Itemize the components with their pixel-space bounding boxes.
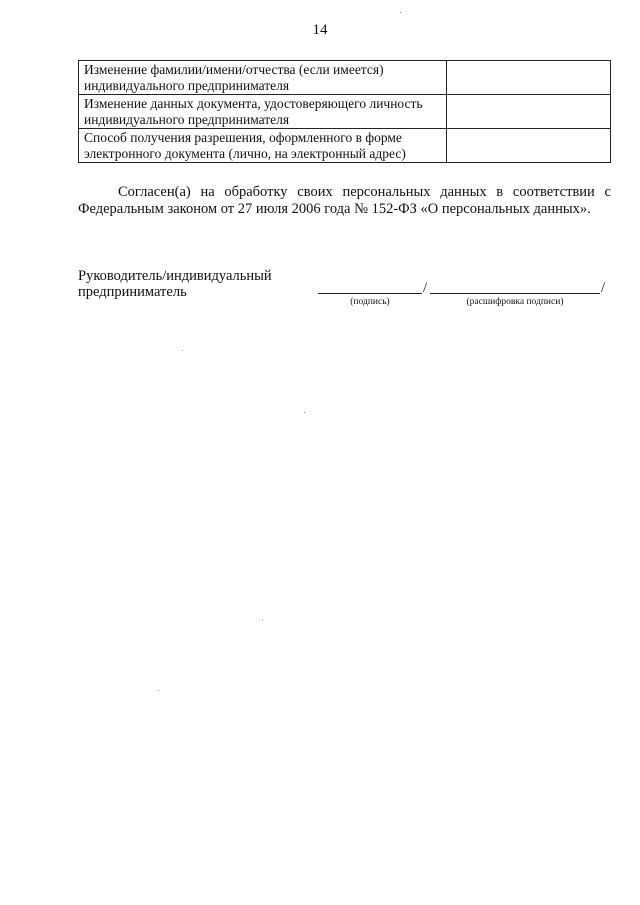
signature-separator: / <box>423 280 428 296</box>
signature-decoding-caption: (расшифровка подписи) <box>466 297 564 307</box>
signature-decoding-line <box>430 293 600 294</box>
application-fields-table <box>78 60 611 163</box>
signatory-role-label: Руководитель/индивидуальный предприниматель <box>78 268 272 300</box>
scan-speck <box>400 12 401 13</box>
table-row <box>79 61 611 95</box>
signature-caption: (подпись) <box>350 297 390 307</box>
scan-speck <box>304 412 305 413</box>
row-value-delivery-method <box>447 129 611 163</box>
row-label-delivery-method: Способ получения разрешения, оформленного в форме электронного документа (лично, на электронный адрес) <box>79 129 447 163</box>
table-row <box>79 95 611 129</box>
page-number: 14 <box>312 22 328 38</box>
signature-line <box>318 293 422 294</box>
scan-speck <box>158 690 159 691</box>
scan-speck <box>262 620 263 621</box>
table-row <box>79 129 611 163</box>
row-value-name-change <box>447 61 611 95</box>
row-label-name-change: Изменение фамилии/имени/отчества (если имеется) индивидуального предпринимателя <box>79 61 447 95</box>
scan-speck <box>182 350 183 351</box>
signature-end-separator: / <box>601 280 606 296</box>
row-label-id-document-change: Изменение данных документа, удостоверяющего личность индивидуального предпринимателя <box>79 95 447 129</box>
row-value-id-document-change <box>447 95 611 129</box>
consent-paragraph: Согласен(а) на обработку своих персональных данных в соответствии с Федеральным законом от 27 июля 2006 года № 152-ФЗ «О персональных данных». <box>78 184 611 217</box>
